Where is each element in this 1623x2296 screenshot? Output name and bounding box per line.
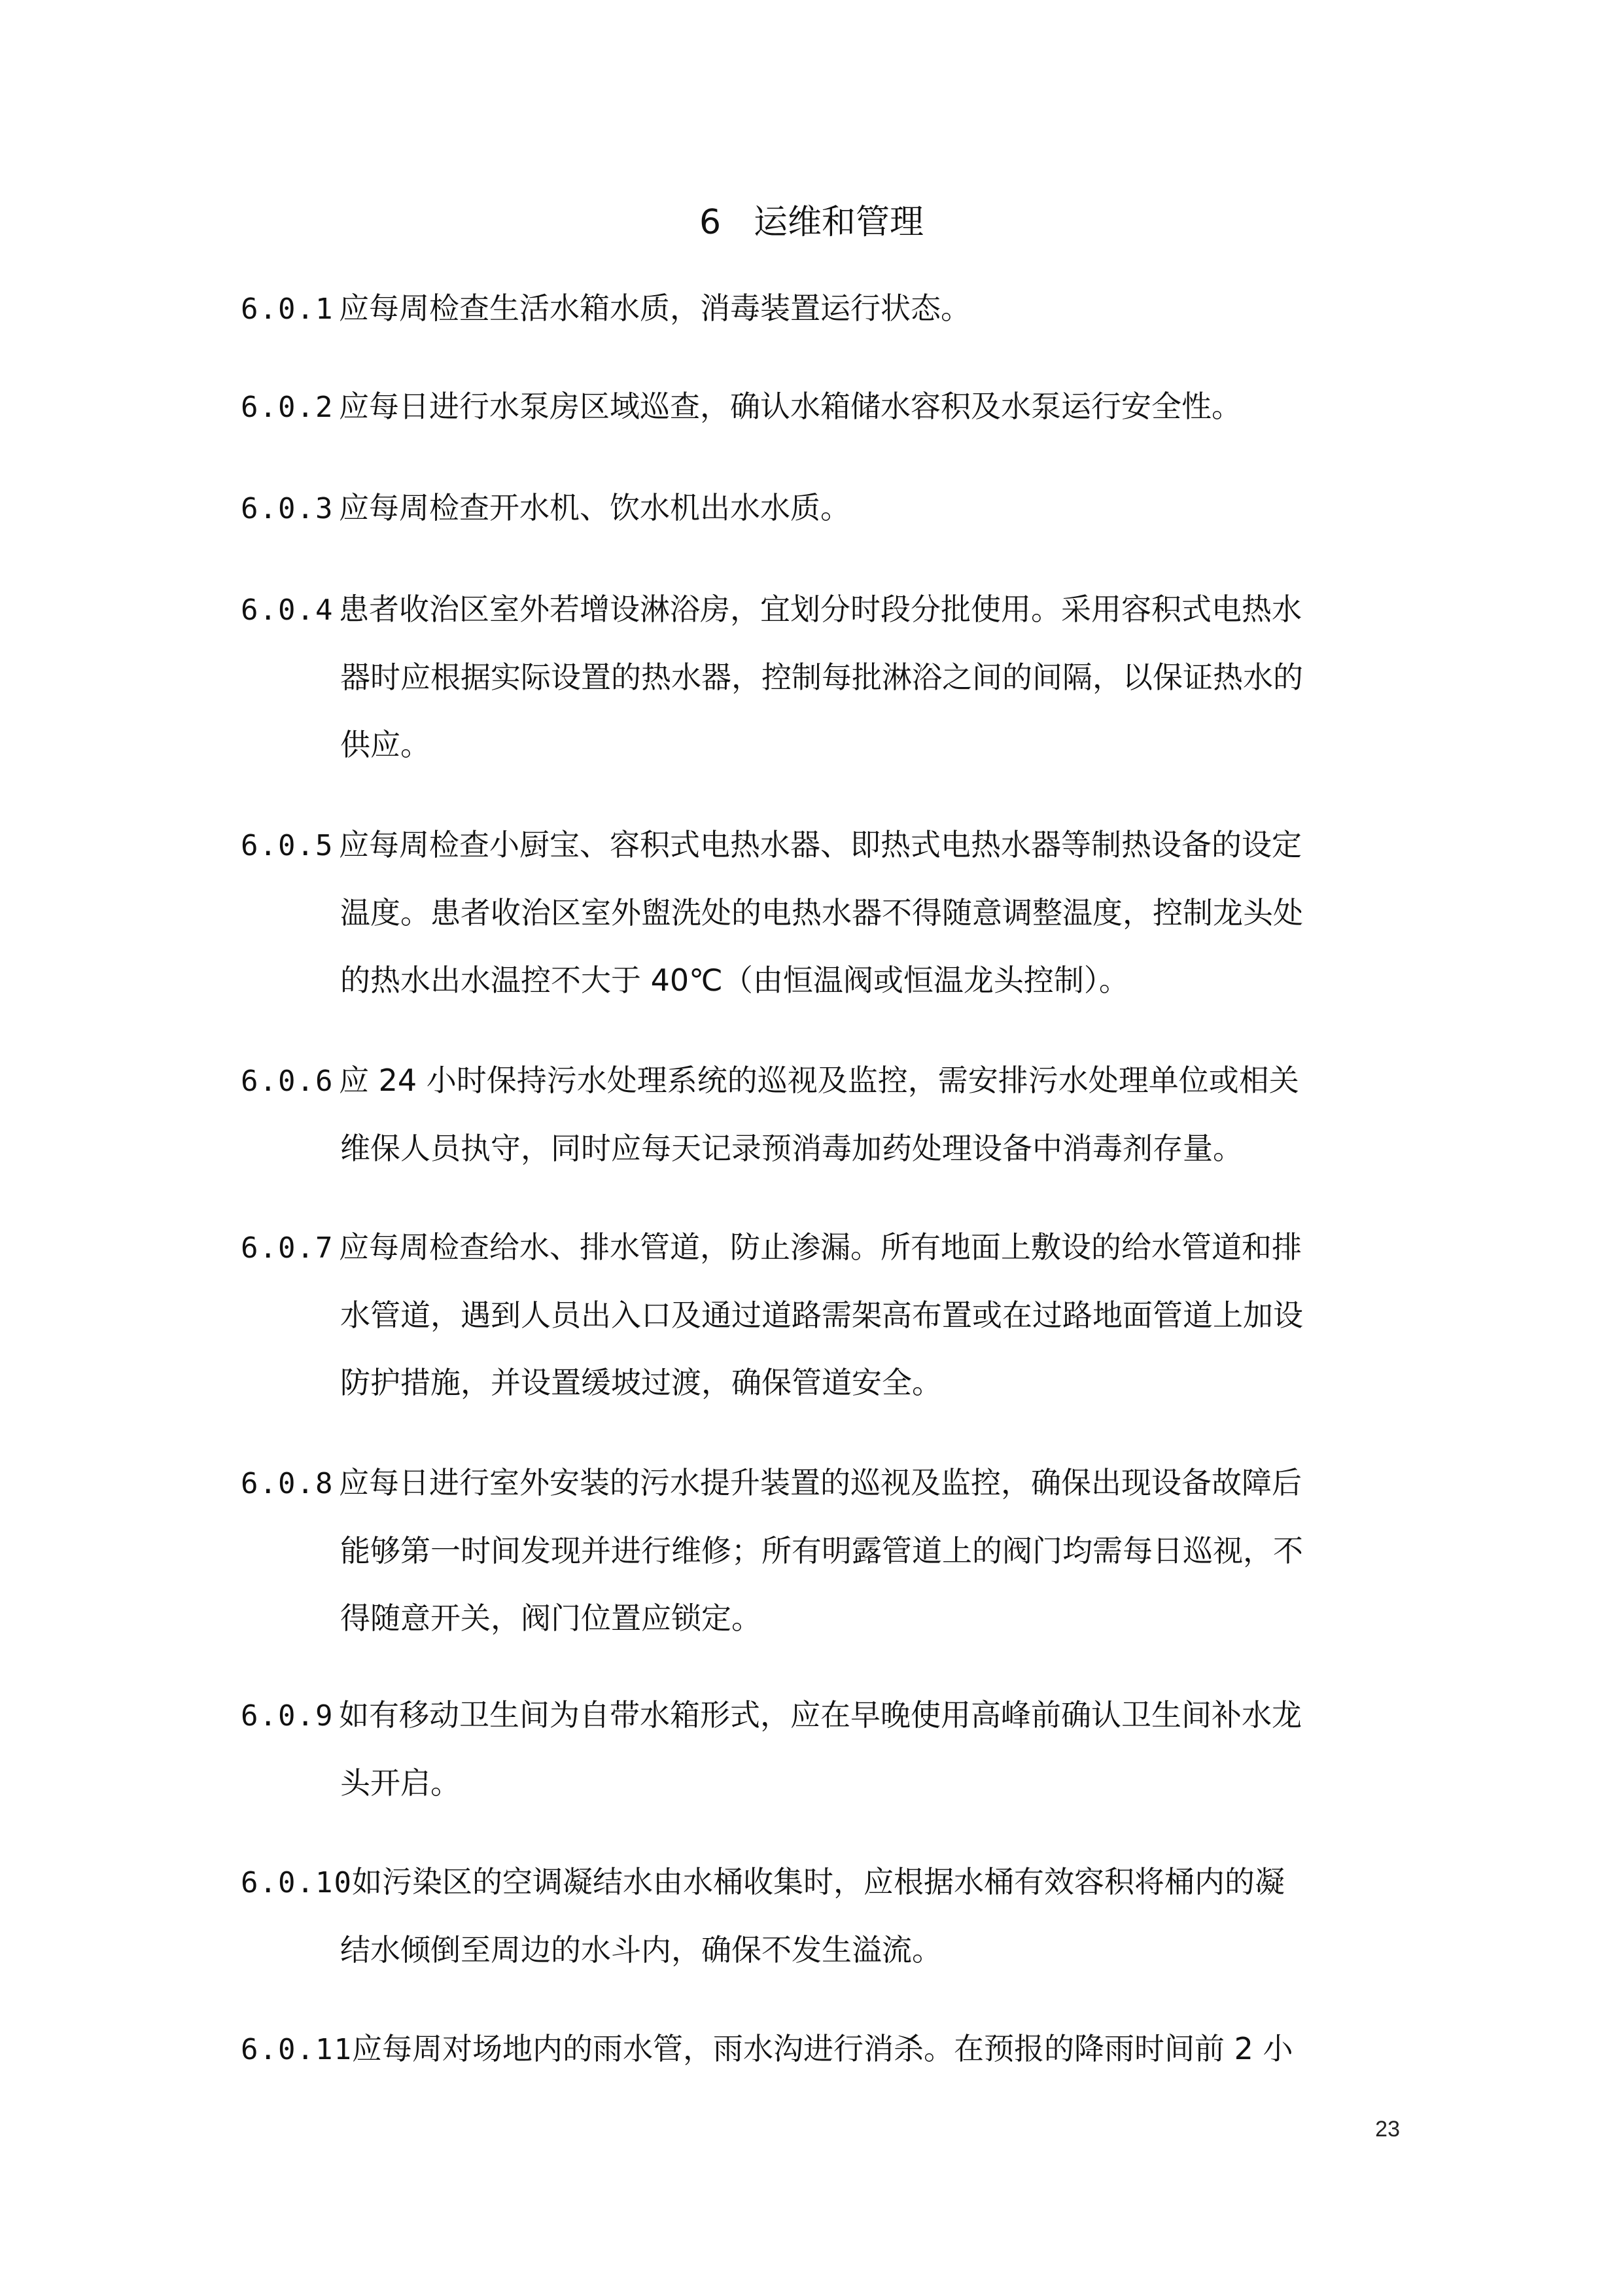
clause-6-0-10 (241, 1848, 1412, 1984)
clause-line (241, 1047, 1412, 1115)
clause-text: 水管道，遇到人员出入口及通过道路需架高布置或在过路地面管道上加设 (340, 1298, 1303, 1333)
clause-number: 6.0.2 (241, 391, 334, 424)
page-number: 23 (1375, 2117, 1400, 2142)
clause-text: 如污染区的空调凝结水由水桶收集时，应根据水桶有效容积将桶内的凝 (352, 1864, 1285, 1899)
clause-number: 6.0.10 (241, 1866, 353, 1899)
chapter-title-text: 运维和管理 (754, 203, 924, 242)
clause-number: 6.0.7 (241, 1231, 334, 1265)
clause-line (241, 373, 1412, 441)
clause-text: 患者收治区室外若增设淋浴房，宜划分时段分批使用。采用容积式电热水 (339, 592, 1302, 627)
clause-text: 的热水出水温控不大于 40℃（由恒温阀或恒温龙头控制）。 (340, 963, 1129, 998)
clause-line (241, 811, 1412, 879)
clause-number: 6.0.11 (241, 2033, 353, 2066)
clause-line (241, 2015, 1412, 2083)
clause-text: 应每周检查小厨宝、容积式电热水器、即热式电热水器等制热设备的设定 (339, 827, 1302, 862)
clause-6-0-8 (241, 1449, 1412, 1652)
clause-number: 6.0.9 (241, 1699, 334, 1733)
clause-line (241, 1682, 1412, 1750)
chapter-title (0, 196, 1623, 249)
clause-number: 6.0.5 (241, 829, 334, 862)
clause-6-0-11 (241, 2015, 1412, 2083)
clause-6-0-1 (241, 275, 1412, 343)
clause-text: 供应。 (340, 727, 430, 762)
clause-text: 应 24 小时保持污水处理系统的巡视及监控，需安排污水处理单位或相关 (339, 1063, 1299, 1098)
clause-text: 防护措施，并设置缓坡过渡，确保管道安全。 (340, 1365, 942, 1400)
clause-line (241, 1214, 1412, 1282)
clause-number: 6.0.3 (241, 492, 334, 525)
clause-text: 得随意开关，阀门位置应锁定。 (340, 1600, 761, 1636)
clause-6-0-6 (241, 1047, 1412, 1182)
clause-6-0-3 (241, 474, 1412, 542)
clause-text: 应每周检查生活水箱水质，消毒装置运行状态。 (339, 291, 971, 326)
clause-6-0-5 (241, 811, 1412, 1014)
clause-6-0-4 (241, 576, 1412, 779)
clause-line (241, 474, 1412, 542)
clause-number: 6.0.8 (241, 1467, 334, 1500)
clause-text: 应每日进行水泵房区域巡查，确认水箱储水容积及水泵运行安全性。 (339, 389, 1242, 424)
clause-number: 6.0.4 (241, 593, 334, 627)
clause-text: 器时应根据实际设置的热水器，控制每批淋浴之间的间隔，以保证热水的 (340, 660, 1303, 695)
chapter-number: 6 (699, 203, 722, 242)
clause-text: 温度。患者收治区室外盥洗处的电热水器不得随意调整温度，控制龙头处 (340, 895, 1303, 930)
clause-6-0-7 (241, 1214, 1412, 1417)
clause-6-0-2 (241, 373, 1412, 441)
clause-6-0-9 (241, 1682, 1412, 1817)
clause-line (241, 1449, 1412, 1517)
clause-text: 如有移动卫生间为自带水箱形式，应在早晚使用高峰前确认卫生间补水龙 (339, 1697, 1302, 1733)
clause-text: 应每周检查给水、排水管道，防止渗漏。所有地面上敷设的给水管道和排 (339, 1229, 1302, 1265)
clause-text: 应每周检查开水机、饮水机出水水质。 (339, 490, 850, 525)
clause-line (241, 576, 1412, 644)
clause-number: 6.0.6 (241, 1065, 334, 1098)
clause-number: 6.0.1 (241, 292, 334, 326)
clause-text: 能够第一时间发现并进行维修；所有明露管道上的阀门均需每日巡视，不 (340, 1533, 1303, 1568)
clause-text: 头开启。 (340, 1765, 461, 1801)
clause-line (241, 275, 1412, 343)
clause-text: 应每日进行室外安装的污水提升装置的巡视及监控，确保出现设备故障后 (339, 1465, 1302, 1500)
clause-line (241, 1848, 1412, 1916)
clause-text: 结水倾倒至周边的水斗内，确保不发生溢流。 (340, 1932, 942, 1968)
clause-text: 维保人员执守，同时应每天记录预消毒加药处理设备中消毒剂存量。 (340, 1131, 1243, 1166)
clause-text: 应每周对场地内的雨水管，雨水沟进行消杀。在预报的降雨时间前 2 小 (352, 2031, 1293, 2066)
